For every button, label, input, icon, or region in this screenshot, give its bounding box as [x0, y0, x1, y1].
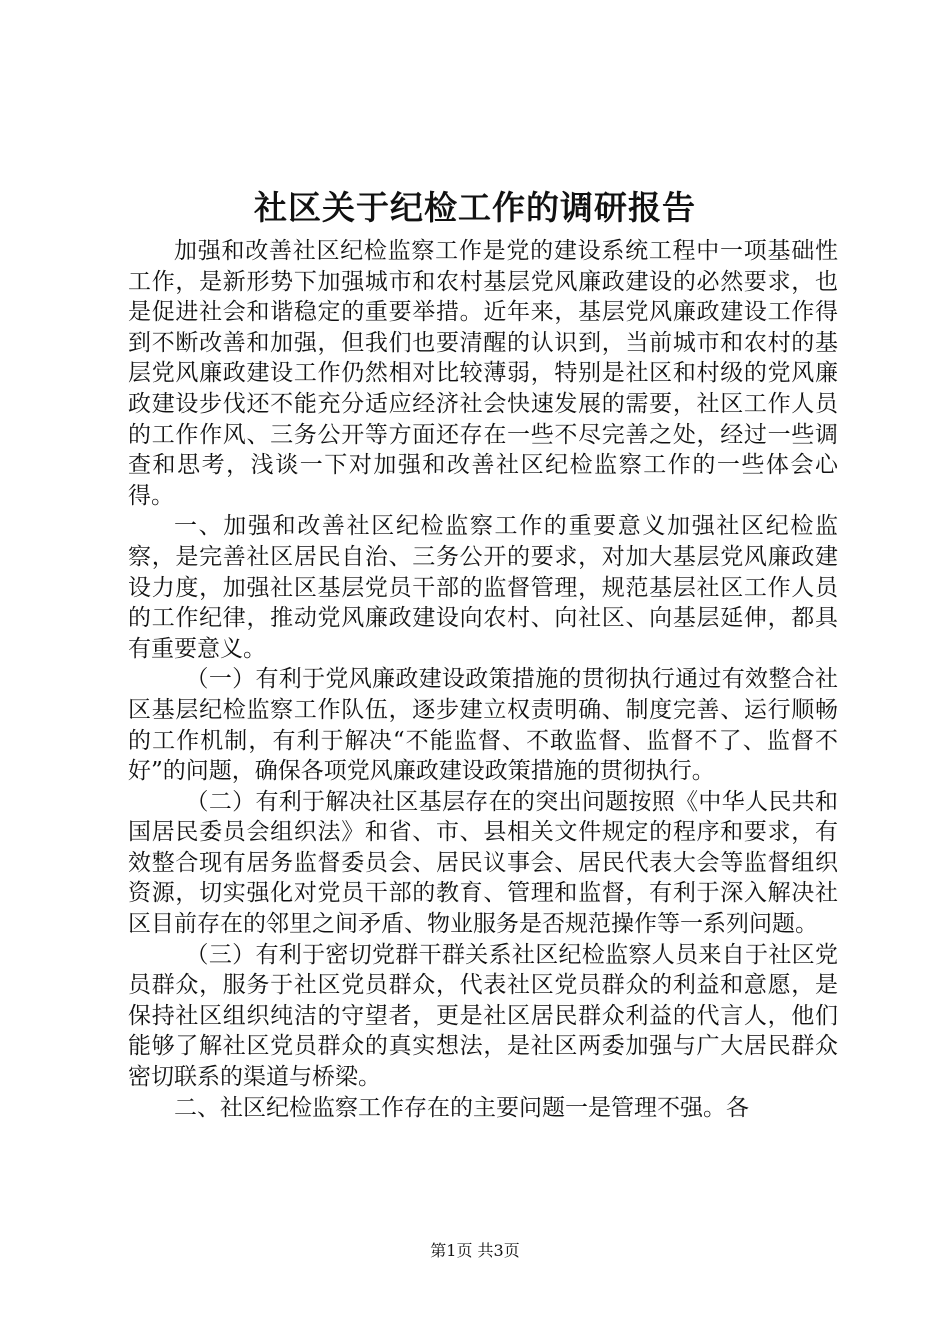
document-body	[128, 236, 838, 1123]
paragraph-section-2: 二、社区纪检监察工作存在的主要问题一是管理不强。各	[174, 1094, 749, 1121]
document-title: 社区关于纪检工作的调研报告	[254, 188, 696, 227]
paragraph-section-1: 一、加强和改善社区纪检监察工作的重要意义加强社区纪检监察，是完善社区居民自治、三务公开的要求，对加大基层党风廉政建设力度，加强社区基层党员干部的监督管理，规范基层社区工作人员的工作纪律，推动党风廉政建设向农村、向社区、向基层延伸，都具有重要意义。	[128, 513, 838, 662]
paragraph-subsection-1: （一）有利于党风廉政建设政策措施的贯彻执行通过有效整合社区基层纪检监察工作队伍，逐步建立权责明确、制度完善、运行顺畅的工作机制，有利于解决“不能监督、不敢监督、监督不了、监督不好”的问题，确保各项党风廉政建设政策措施的贯彻执行。	[128, 666, 838, 785]
paragraph-subsection-2: （二）有利于解决社区基层存在的突出问题按照《中华人民共和国居民委员会组织法》和省、市、县相关文件规定的程序和要求，有效整合现有居务监督委员会、居民议事会、居民代表大会等监督组织资源，切实强化对党员干部的教育、管理和监督，有利于深入解决社区目前存在的邻里之间矛盾、物业服务是否规范操作等一系列问题。	[128, 788, 838, 938]
paragraph-subsection-3: （三）有利于密切党群干群关系社区纪检监察人员来自于社区党员群众，服务于社区党员群众，代表社区党员群众的利益和意愿，是保持社区组织纯洁的守望者，更是社区居民群众利益的代言人，他们能够了解社区党员群众的真实想法，是社区两委加强与广大居民群众密切联系的渠道与桥梁。	[128, 941, 838, 1091]
page-number-footer: 第1页 共3页	[430, 1241, 520, 1260]
paragraph-intro: 加强和改善社区纪检监察工作是党的建设系统工程中一项基础性工作，是新形势下加强城市和农村基层党风廉政建设的必然要求，也是促进社会和谐稳定的重要举措。近年来，基层党风廉政建设工作得到不断改善和加强，但我们也要清醒的认识到，当前城市和农村的基层党风廉政建设工作仍然相对比较薄弱，特别是社区和村级的党风廉政建设步伐还不能充分适应经济社会快速发展的需要，社区工作人员的工作作风、三务公开等方面还存在一些不尽完善之处，经过一些调查和思考，浅谈一下对加强和改善社区纪检监察工作的一些体会心得。	[128, 238, 838, 509]
